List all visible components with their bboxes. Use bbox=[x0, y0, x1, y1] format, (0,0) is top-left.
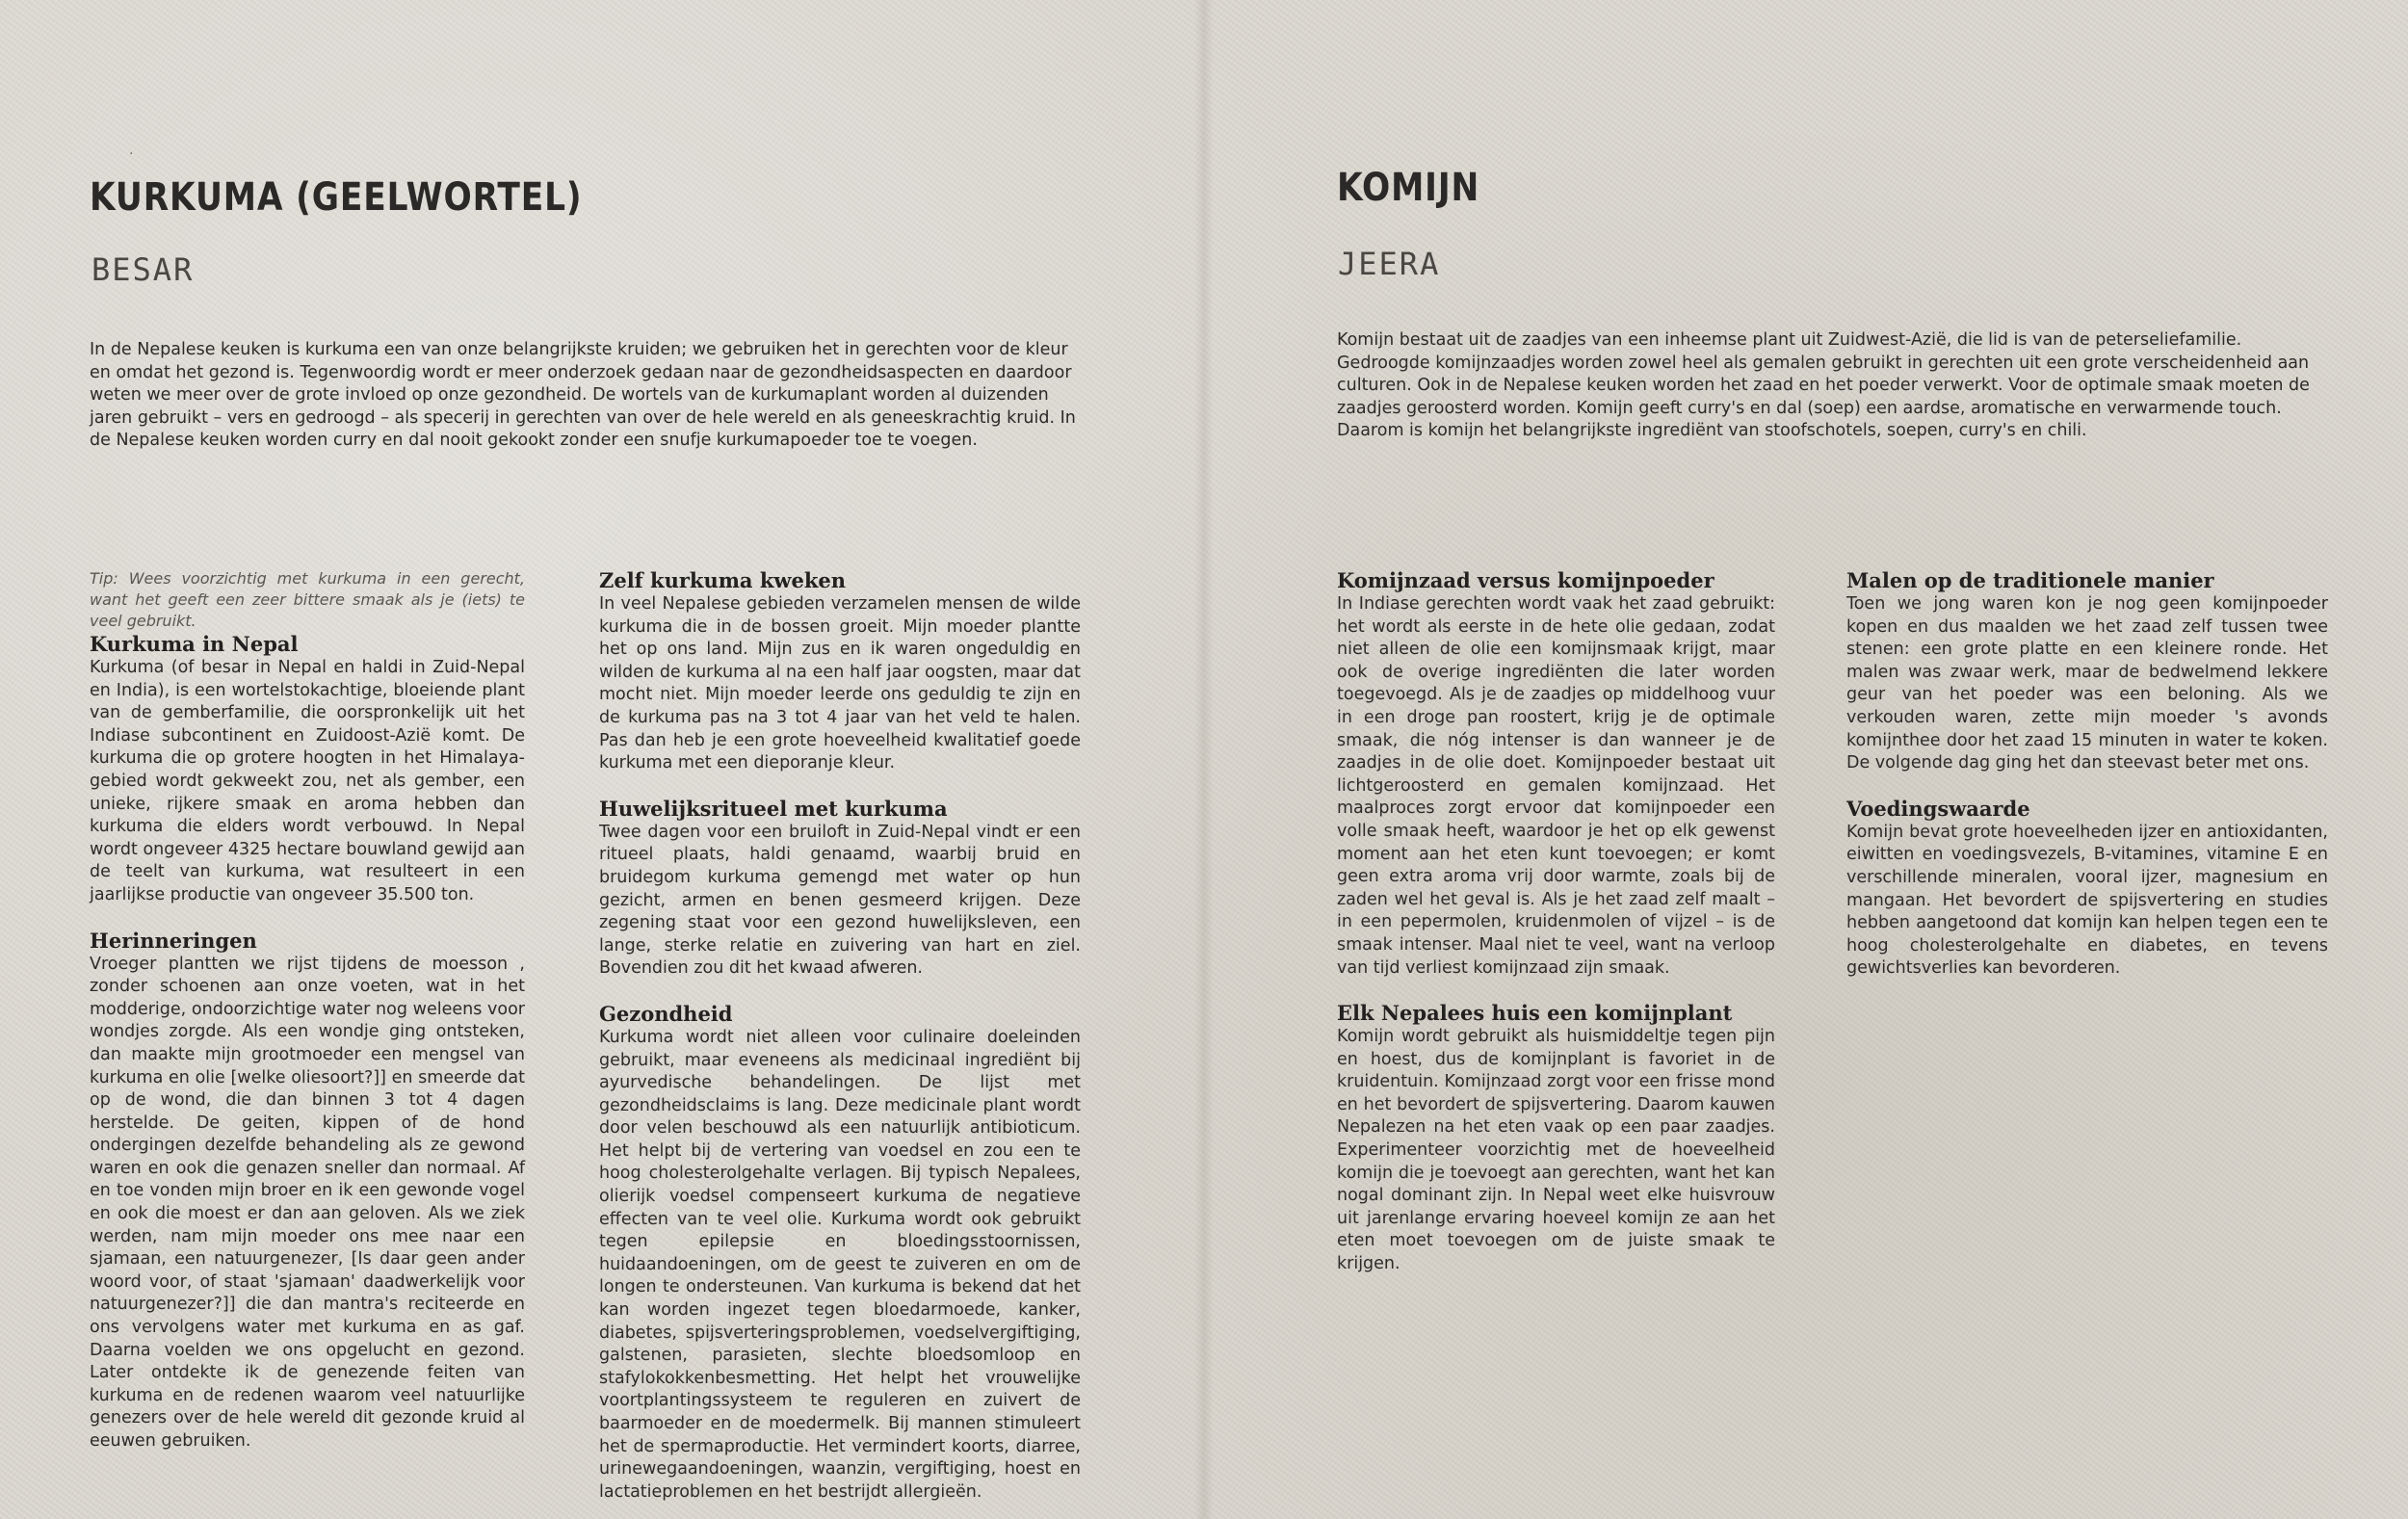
section-voedingswaarde bbox=[1846, 797, 2328, 981]
page-subtitle-besar: BESAR bbox=[92, 251, 195, 288]
right-page-komijn bbox=[1204, 0, 2408, 1519]
section-heading: Voedingswaarde bbox=[1846, 796, 2030, 821]
section-heading: Komijnzaad versus komijnpoeder bbox=[1337, 568, 1714, 592]
paper-fleck: · bbox=[129, 146, 134, 162]
section-body: Komijn bevat grote hoeveelheden ijzer en antioxidanten, eiwitten en voedingsvezels, B-vitamines, vitamine E en verschillende mineralen, vooral ijzer, magnesium en mangaan. Het bevordert de spijsvertering en studies hebben aangetoond dat komijn kan helpen tegen een te hoog cholesterolgehalte en diabetes, en tevens gewichtsverlies kan bevorderen. bbox=[1846, 822, 2328, 979]
section-heading: Gezondheid bbox=[599, 1001, 733, 1026]
section-zelf-kurkuma-kweken bbox=[599, 568, 1081, 775]
section-heading: Malen op de traditionele manier bbox=[1846, 568, 2214, 592]
section-body: Twee dagen voor een bruiloft in Zuid-Nepal vindt er een ritueel plaats, haldi genaamd, waarbij bruid en bruidegom kurkuma gemengd met water op hun gezicht, armen en benen gesmeerd krijgen. Deze zegening staat voor een gezond huwelijksleven, een lange, sterke relatie en zuivering van hart en ziel. Bovendien zou dit het kwaad afweren. bbox=[599, 822, 1081, 979]
section-komijnzaad-versus-komijnpoeder bbox=[1337, 568, 1775, 980]
section-herinneringen bbox=[90, 929, 525, 1454]
section-body: In veel Nepalese gebieden verzamelen mensen de wilde kurkuma die in de bossen groeit. Mijn moeder plantte het op ons land. Mijn zus en ik waren ongeduldig en wilden de kurkuma al na een half jaar oogsten, maar dat mocht niet. Mijn moeder leerde ons geduldig te zijn en de kurkuma pas na 3 tot 4 jaar van het veld te halen. Pas dan heb je een grote hoeveelheid kwalitatief goede kurkuma met een dieporanje kleur. bbox=[599, 594, 1081, 773]
section-body: Kurkuma (of besar in Nepal en haldi in Zuid-Nepal en India), is een wortelstokachtige, bloeiende plant van de gemberfamilie, die oorspronkelijk uit het Indiase subcontinent en Zuidoost-Azië komt. De kurkuma die op grotere hoogten in het Himalaya-gebied wordt gekweekt zou, net als gember, een unieke, rijkere smaak en aroma hebben dan kurkuma die elders wordt verbouwd. In Nepal wordt ongeveer 4325 hectare bouwland gewijd aan de teelt van kurkuma, wat resulteert in een jaarlijkse productie van ongeveer 35.500 ton. bbox=[90, 658, 525, 904]
section-heading: Herinneringen bbox=[90, 928, 257, 953]
intro-paragraph-kurkuma: In de Nepalese keuken is kurkuma een van onze belangrijkste kruiden; we gebruiken het in gerechten voor de kleur en omdat het gezond is. Tegenwoordig wordt er meer onderzoek gedaan naar de gezondheidsaspecten en daardoor weten we meer over de grote invloed op onze gezondheid. De wortels van de kurkumaplant worden al duizenden jaren gebruikt – vers en gedroogd – als specerij in gerechten van over de hele wereld en als geneeskrachtig kruid. In de Nepalese keuken worden curry en dal nooit gekookt zonder een snufje kurkumapoeder toe te voegen. bbox=[90, 340, 1076, 450]
section-huwelijksritueel bbox=[599, 797, 1081, 981]
section-komijnplant bbox=[1337, 1001, 1775, 1276]
page-title-komijn: KOMIJN bbox=[1337, 166, 1480, 210]
section-body: Kurkuma wordt niet alleen voor culinaire doeleinden gebruikt, maar eveneens als medicinaal ingrediënt bij ayurvedische behandelingen. De lijst met gezondheidsclaims is lang. Deze medicinale plant wordt door velen beschouwd als een natuurlijk antibioticum. Het helpt bij de vertering van voedsel en zou een te hoog cholesterolgehalte verlagen. Bij typisch Nepalees, olierijk voedsel compenseert kurkuma de negatieve effecten van te veel olie. Kurkuma wordt ook gebruikt tegen epilepsie en bloedingsstoornissen, huidaandoeningen, om de geest te zuiveren en om de longen te ondersteunen. Van kurkuma is bekend dat het kan worden ingezet tegen bloedarmoede, kanker, diabetes, spijsverteringsproblemen, voedselvergiftiging, galstenen, parasieten, slechte bloedsomloop en stafylokokkenbesmetting. Het helpt het vrouwelijke voortplantingssysteem te reguleren en zuivert de baarmoeder en de moedermelk. Bij mannen stimuleert het de spermaproductie. Het vermindert koorts, diarree, urinewegaandoeningen, waanzin, vergiftiging, hoest en lactatieproblemen en het bestrijdt allergieën. bbox=[599, 1027, 1081, 1502]
page-title-kurkuma: KURKUMA (GEELWORTEL) bbox=[90, 175, 583, 220]
intro-paragraph-komijn: Komijn bestaat uit de zaadjes van een inheemse plant uit Zuidwest-Azië, die lid is van de peterseliefamilie. Gedroogde komijnzaadjes worden zowel heel als gemalen gebruikt in gerechten uit een grote verscheidenheid aan culturen. Ook in de Nepalese keuken worden het zaad en het poeder verwerkt. Voor de optimale smaak moeten de zaadjes geroosterd worden. Komijn geeft curry's en dal (soep) een aardse, aromatische en verwarmende touch. Daarom is komijn het belangrijkste ingrediënt van stoofschotels, soepen, curry's en chili. bbox=[1337, 330, 2310, 440]
section-body: Vroeger plantten we rijst tijdens de moesson , zonder schoenen aan onze voeten, wat in het modderige, ondoorzichtige water nog weleens voor wondjes zorgde. Als een wondje ging ontsteken, dan maakte mijn grootmoeder een mengsel van kurkuma en olie [welke oliesoort?]] en smeerde dat op de wond, die dan binnen 3 tot 4 dagen herstelde. De geiten, kippen of de hond ondergingen dezelfde behandeling als ze gewond waren en ook die genazen sneller dan normaal. Af en toe vonden mijn broer en ik een gewonde vogel en ook die moest er dan aan geloven. Als we ziek werden, nam mijn moeder ons mee naar een sjamaan, een natuurgenezer, [Is daar geen ander woord voor, of staat 'sjamaan' daadwerkelijk voor natuurgenezer?]] die dan mantra's reciteerde en ons vervolgens water met kurkuma en as gaf. Daarna voelden we ons opgelucht en gezond. Later ontdekte ik de genezende feiten van kurkuma en de redenen waarom veel natuurlijke genezers over de hele wereld dit gezonde kruid al eeuwen gebruiken. bbox=[90, 954, 525, 1451]
section-gezondheid bbox=[599, 1002, 1081, 1504]
section-kurkuma-in-nepal bbox=[90, 632, 525, 907]
left-column-1 bbox=[90, 568, 525, 1454]
section-body: In Indiase gerechten wordt vaak het zaad gebruikt: het wordt als eerste in de hete olie gedaan, zodat niet alleen de olie een komijnsmaak krijgt, maar ook de overige ingrediënten die later worden toegevoegd. Als je de zaadjes op middelhoog vuur in een droge pan roostert, krijg je de optimale smaak, die nóg intenser is dan wanneer je de zaadjes in de olie doet. Komijnpoeder bestaat uit lichtgeroosterd en gemalen komijnzaad. Het maalproces zorgt ervoor dat komijnpoeder een volle smaak heeft, waardoor je het op elk gewenst moment aan het eten kunt toevoegen; er komt geen extra aroma vrij door warmte, zoals bij de zaden wel het geval is. Als je het zaad zelf maalt – in een pepermolen, kruidenmolen of vijzel – is de smaak intenser. Maal niet te veel, want na verloop van tijd verliest komijnzaad zijn smaak. bbox=[1337, 594, 1775, 978]
tip-text: Tip: Wees voorzichtig met kurkuma in een gerecht, want het geeft een zeer bittere smaak als je (iets) te veel gebruikt. bbox=[90, 569, 525, 630]
left-column-2 bbox=[599, 568, 1081, 1504]
page-subtitle-jeera: JEERA bbox=[1338, 246, 1441, 282]
section-malen-traditioneel bbox=[1846, 568, 2328, 775]
right-column-2 bbox=[1846, 568, 2328, 981]
section-body: Toen we jong waren kon je nog geen komijnpoeder kopen en dus maalden we het zaad zelf tussen twee stenen: een grote platte en een kleinere ronde. Het malen was zwaar werk, maar de bedwelmend lekkere geur van het poeder was een beloning. Als we verkouden waren, zette mijn moeder 's avonds komijnthee door het zaad 15 minuten in water te koken. De volgende dag ging het dan steevast beter met ons. bbox=[1846, 594, 2328, 773]
section-heading: Elk Nepalees huis een komijnplant bbox=[1337, 1001, 1733, 1026]
right-column-1 bbox=[1337, 568, 1775, 1276]
section-heading: Kurkuma in Nepal bbox=[90, 632, 299, 656]
section-heading: Zelf kurkuma kweken bbox=[599, 568, 847, 592]
section-body: Komijn wordt gebruikt als huismiddeltje tegen pijn en hoest, dus de komijnplant is favoriet in de kruidentuin. Komijnzaad zorgt voor een frisse mond en het bevordert de spijsvertering. Daarom kauwen Nepalezen na het eten vaak op een paar zaadjes. Experimenteer voorzichtig met de hoeveelheid komijn die je toevoegt aan gerechten, want het kan nogal dominant zijn. In Nepal weet elke huisvrouw uit jarenlange ervaring hoeveel komijn ze aan het eten moet toevoegen om de juiste smaak te krijgen. bbox=[1337, 1027, 1775, 1274]
section-heading: Huwelijksritueel met kurkuma bbox=[599, 796, 948, 821]
